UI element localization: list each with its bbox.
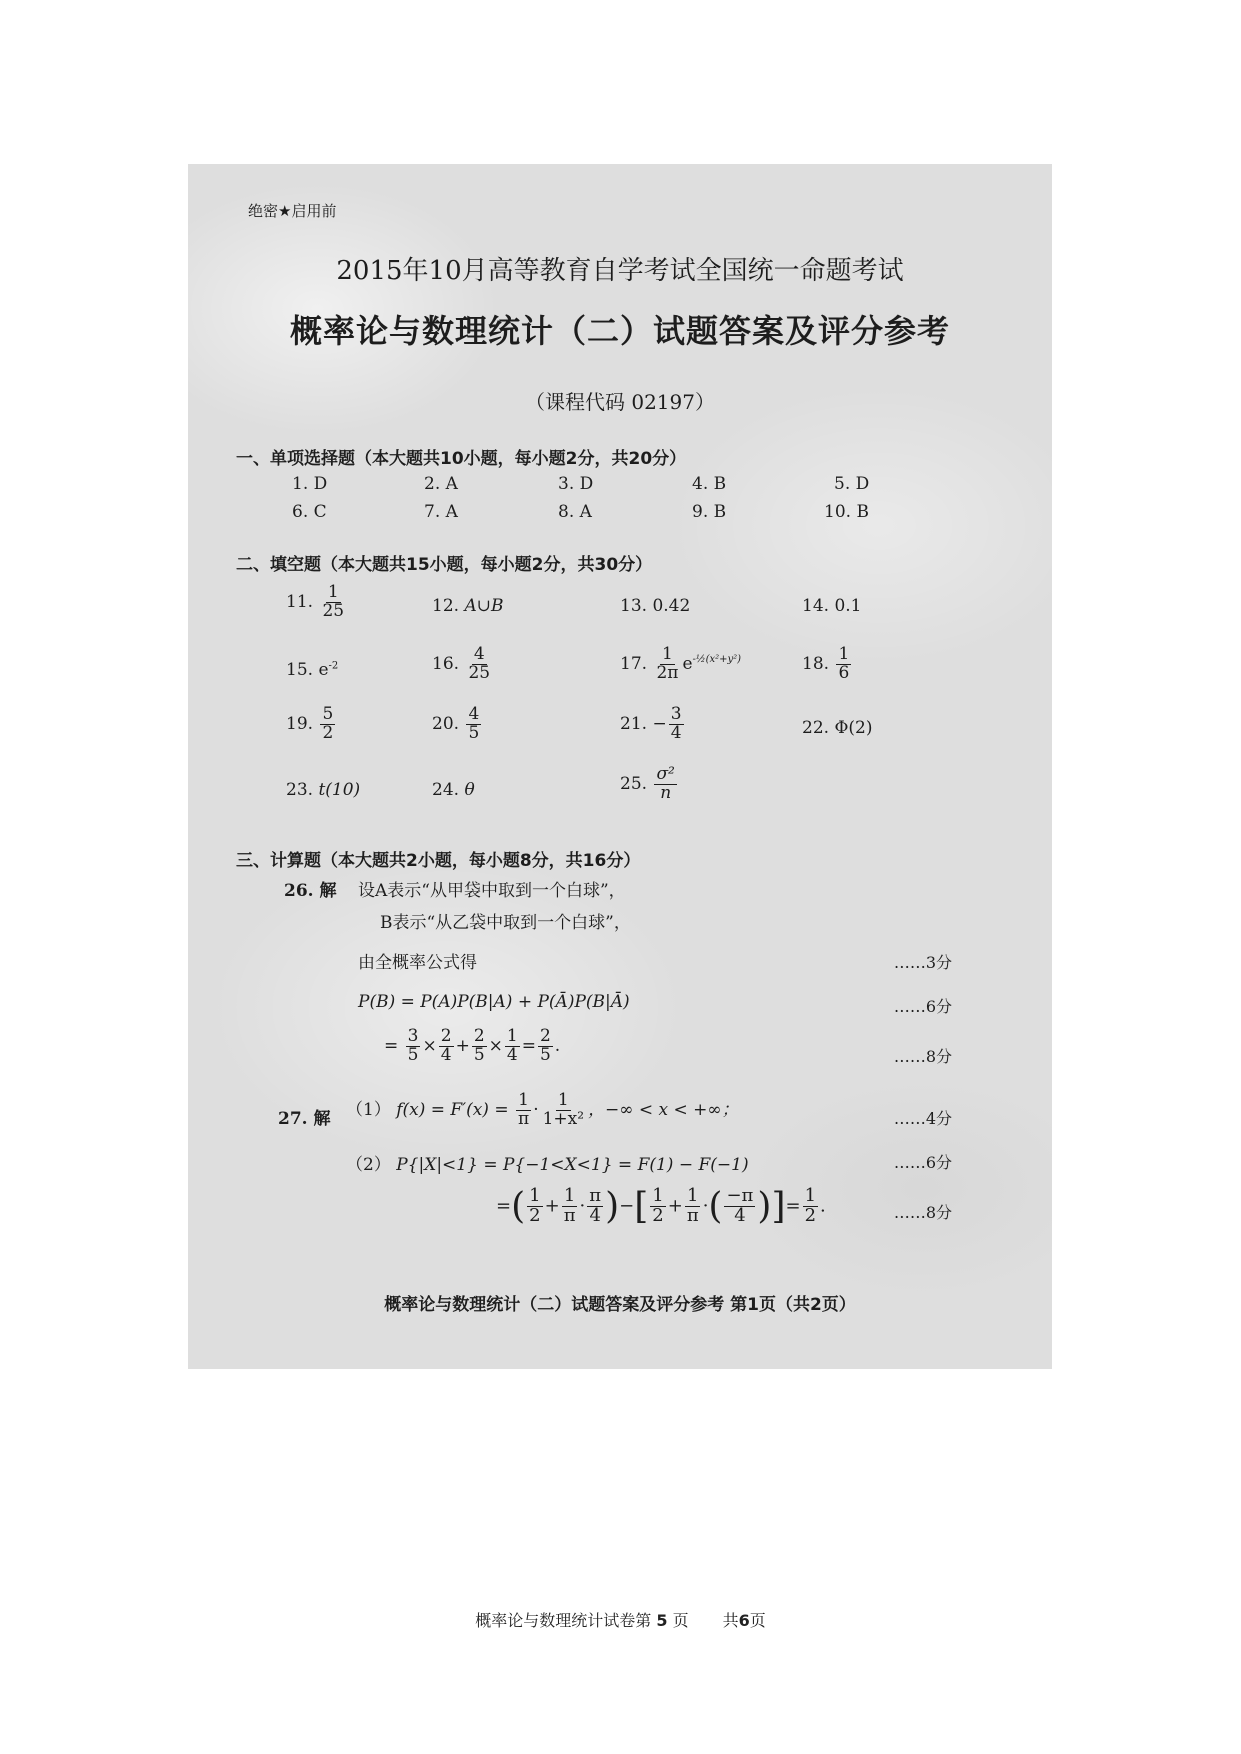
fill-answer-15: 15. $e^{-2}$ [286,660,339,680]
answer-label: 11. [286,591,314,612]
fraction: $\frac{1}{25}$ [322,582,345,621]
fraction: $\frac{4}{25}$ [468,644,491,683]
answer-label: 25. [620,773,648,794]
answer-label: 15. [286,660,314,680]
q26-line3: 由全概率公式得 [358,953,477,973]
fill-answer-24: 24. θ [432,780,475,800]
score-mark: ……3分 [893,953,952,972]
confidential-mark: 绝密★启用前 [248,202,337,220]
fill-answer-11 [286,584,348,621]
answer-label: 20. [432,713,460,734]
scanned-answer-sheet [188,164,1052,1369]
mc-answer-2: 2. A [424,474,458,494]
section3-heading: 三、计算题（本大题共2小题，每小题8分，共16分） [236,851,641,871]
mc-answer-10: 10. B [824,502,869,522]
fill-answer-21: 21. − $\frac{3}{4}$ [620,704,682,743]
fill-answer-12: 12. A∪B [432,596,504,616]
answer-label: 12. [432,596,460,616]
answer-label: 14. [802,596,830,616]
score-mark: ……6分 [893,997,952,1016]
answer-label: 17. [620,653,648,674]
mc-answer-8: 8. A [558,502,592,522]
mc-answer-1: 1. D [292,474,328,494]
answer-label: 18. [802,653,830,674]
page-footer: 概率论与数理统计试卷第 5 页 共6页 [475,1611,766,1630]
answer-label: 24. [432,780,460,800]
fill-answer-23: 23. t(10) [286,780,361,800]
q27-part1: （1） f(x) = F′(x) = $\frac{1}{\pi}$ · $\frac{1}{\text{1+x²}}$ ，−∞ < x < +∞； [346,1090,739,1129]
fill-answer-20 [432,706,483,743]
score-mark: ……8分 [893,1203,952,1222]
mc-answer-5: 5. D [834,474,870,494]
fraction: $\frac{4}{5}$ [468,704,480,743]
q27-part2-result: =( $\frac{1}{2}$ + $\frac{1}{\pi}$ · $\frac{\pi}{4}$ )−[ $\frac{1}{2}$ + $\frac{1}{\pi}$ ·( $\frac{-\pi}{4}$ )]= $\frac{1}{2}$ . [496,1185,826,1227]
fill-answer-19 [286,706,337,743]
document-title: 概率论与数理统计（二）试题答案及评分参考 [289,312,950,350]
fill-answer-14: 14. 0.1 [802,596,862,616]
fraction: $\frac{5}{2}$ [322,704,334,743]
q26-line5: = $\frac{3}{5}$ × $\frac{2}{4}$ + $\frac{2}{5}$ × $\frac{1}{4}$ = $\frac{2}{5}$ . [384,1026,561,1065]
section1-heading: 一、单项选择题（本大题共10小题，每小题2分，共20分） [236,449,687,469]
q27-part2: （2） P{|X|<1} = P{−1<X<1} = F(1) − F(−1) [346,1155,749,1175]
fill-answer-22: 22. Φ(2) [802,718,873,738]
scan-page-footer: 概率论与数理统计（二）试题答案及评分参考 第1页（共2页） [384,1295,856,1315]
fraction: $\frac{\text{σ²}}{n}$ [656,764,675,803]
mc-answer-9: 9. B [692,502,727,522]
q26-line1: 设A表示“从甲袋中取到一个白球”， [358,881,626,901]
answer-label: 21. [620,713,648,734]
mc-answer-4: 4. B [692,474,727,494]
score-mark: ……6分 [893,1153,952,1172]
q26-line4: P(B) = P(A)P(B|A) + P(Ā)P(B|Ā) [358,992,630,1012]
answer-label: 19. [286,713,314,734]
section2-heading: 二、填空题（本大题共15小题，每小题2分，共30分） [236,555,653,575]
q26-line2: B表示“从乙袋中取到一个白球”， [380,913,631,933]
score-mark: ……4分 [893,1109,952,1128]
course-code: （课程代码 02197） [525,390,715,414]
fill-answer-18 [802,646,853,683]
mc-answer-6: 6. C [292,502,327,522]
fill-answer-17: 17. $\frac{1}{2\pi}$ $e^{-\frac{1}{2}(x^2+y^2)}$ [620,644,742,683]
exam-title: 2015年10月高等教育自学考试全国统一命题考试 [336,256,904,286]
fill-answer-25 [620,766,679,803]
mc-answer-7: 7. A [424,502,458,522]
fraction: $\frac{3}{4}$ [670,704,682,743]
score-mark: ……8分 [893,1047,952,1066]
answer-label: 22. [802,718,830,738]
answer-label: 23. [286,780,314,800]
q26-label: 26. 解 [284,881,337,901]
answer-label: 16. [432,653,460,674]
fraction: $\frac{1}{2\pi}$ [656,644,679,683]
q27-label: 27. 解 [278,1109,331,1129]
fill-answer-13: 13. 0.42 [620,596,691,616]
fraction: $\frac{1}{6}$ [838,644,850,683]
fill-answer-16 [432,646,494,683]
mc-answer-3: 3. D [558,474,594,494]
answer-label: 13. [620,596,648,616]
